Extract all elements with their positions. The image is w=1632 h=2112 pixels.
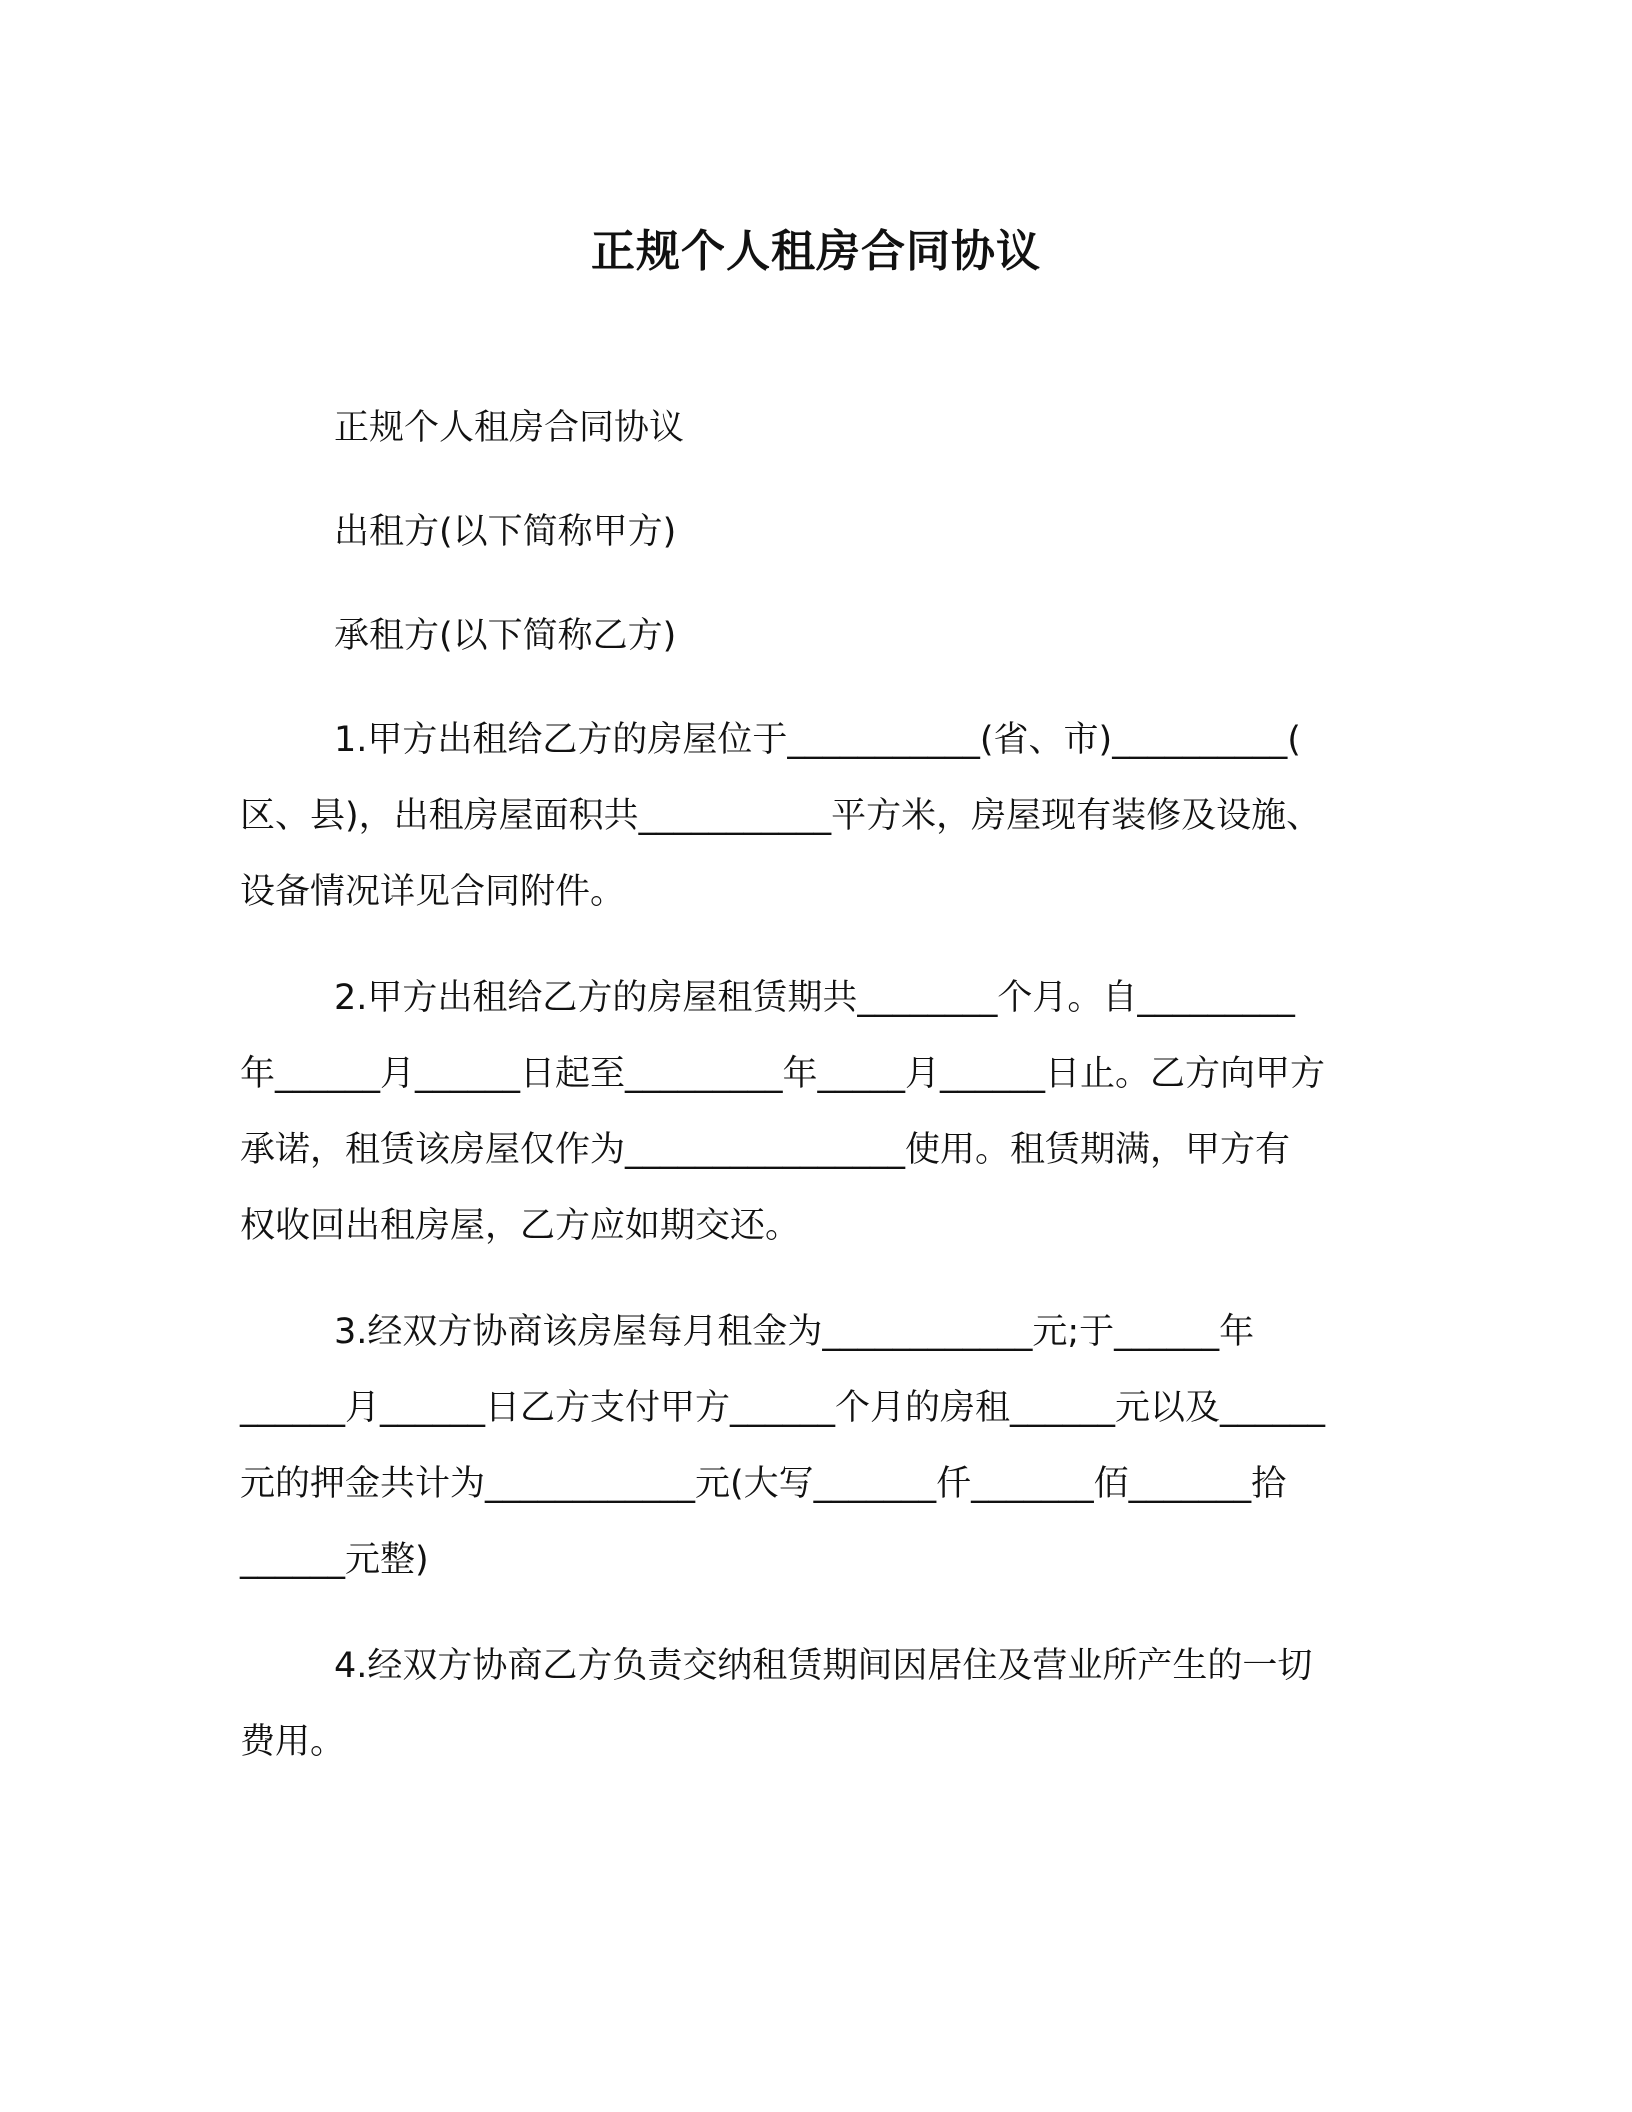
clause-line: 年______月______日起至_________年_____月______日止。乙方向甲方 (240, 1054, 1326, 1094)
clause-4 (240, 1628, 1380, 1780)
clause-line: ______元整) (240, 1540, 429, 1580)
clause-line: 1.甲方出租给乙方的房屋位于___________(省、市)__________( (334, 720, 1301, 760)
lessee-line: 承租方(以下简称乙方) (334, 616, 677, 656)
document-body (240, 390, 1380, 1810)
clause-1 (240, 702, 1380, 930)
clause-line: 元的押金共计为____________元(大写_______仟_______佰_______拾 (240, 1464, 1287, 1504)
clause-3 (240, 1294, 1380, 1598)
clause-line: 设备情况详见合同附件。 (240, 872, 626, 912)
clause-line: ______月______日乙方支付甲方______个月的房租______元以及______ (240, 1388, 1326, 1428)
clause-line: 3.经双方协商该房屋每月租金为____________元;于______年 (334, 1312, 1255, 1352)
clause-line: 费用。 (240, 1722, 346, 1762)
clause-line: 4.经双方协商乙方负责交纳租赁期间因居住及营业所产生的一切 (334, 1646, 1313, 1686)
clause-line: 区、县)，出租房屋面积共___________平方米，房屋现有装修及设施、 (240, 796, 1322, 836)
clause-line: 承诺，租赁该房屋仅作为________________使用。租赁期满，甲方有 (240, 1130, 1291, 1170)
clause-2 (240, 960, 1380, 1264)
clause-line: 权收回出租房屋，乙方应如期交还。 (240, 1206, 801, 1246)
document-title: 正规个人租房合同协议 (591, 226, 1041, 277)
lessor-line: 出租方(以下简称甲方) (334, 512, 677, 552)
clause-line: 2.甲方出租给乙方的房屋租赁期共________个月。自_________ (334, 978, 1295, 1018)
subtitle: 正规个人租房合同协议 (334, 408, 685, 448)
